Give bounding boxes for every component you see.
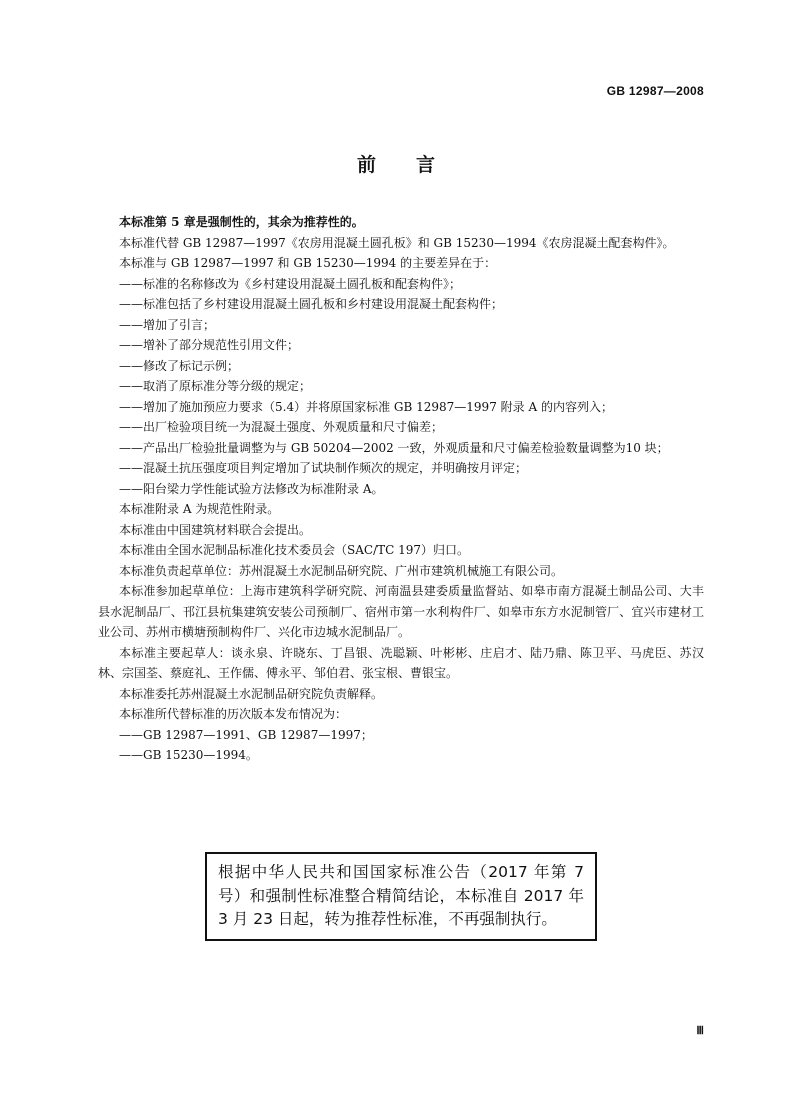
paragraph: 本标准主要起草人：谈永泉、许晓东、丁昌银、冼聪颖、叶彬彬、庄启才、陆乃鼎、陈卫平、马虎臣、苏汉林、宗国荃、蔡庭礼、王作儒、傅永平、邹伯君、张宝根、曹银宝。 [98,645,704,680]
list-item: ——增补了部分规范性引用文件； [119,338,300,352]
list-item: ——取消了原标准分等分级的规定； [119,379,312,393]
document-body [98,212,704,766]
list-item: ——标准包括了乡村建设用混凝土圆孔板和乡村建设用混凝土配套构件； [119,297,504,311]
list-item: ——增加了引言； [119,317,216,332]
paragraph: 本标准附录 A 为规范性附录。 [119,502,280,516]
paragraph: 本标准由全国水泥制品标准化技术委员会（SAC/TC 197）归口。 [119,543,470,557]
list-item: ——增加了施加预应力要求（5.4）并将原国家标准 GB 12987—1997 附录 A 的内容列入； [119,399,613,414]
list-item: ——阳台梁力学性能试验方法修改为标准附录 A。 [119,481,384,496]
paragraph: 本标准所代替标准的历次版本发布情况为： [119,707,348,721]
paragraph: 本标准与 GB 12987—1997 和 GB 15230—1994 的主要差异在于： [119,256,497,270]
list-item: ——出厂检验项目统一为混凝土强度、外观质量和尺寸偏差； [119,420,444,434]
list-item: ——混凝土抗压强度项目判定增加了试块制作频次的规定，并明确按月评定； [119,461,528,475]
page-title: 前言 [356,154,475,176]
paragraph: 本标准由中国建筑材料联合会提出。 [119,522,312,537]
paragraph: 本标准参加起草单位：上海市建筑科学研究院、河南温县建委质量监督站、如皋市南方混凝土制品公司、大丰县水泥制品厂、邗江县杭集建筑安装公司预制厂、宿州市第一水利构件厂、如皋市东方水泥制管厂、宜兴市建材工业公司、苏州市横塘预制构件厂、兴化市边城水泥制品厂。 [98,584,704,639]
paragraph: 本标准代替 GB 12987—1997《农房用混凝土圆孔板》和 GB 15230—1994《农房混凝土配套构件》。 [119,235,675,250]
paragraph: 本标准委托苏州混凝土水泥制品研究院负责解释。 [119,686,384,701]
list-item: ——GB 12987—1991、GB 12987—1997； [119,727,373,742]
list-item: ——修改了标记示例； [119,358,240,373]
list-item: ——标准的名称修改为《乡村建设用混凝土圆孔板和配套构件》； [119,276,462,291]
standard-code: GB 12987—2008 [606,84,704,98]
paragraph: 本标准负责起草单位：苏州混凝土水泥制品研究院、广州市建筑机械施工有限公司。 [119,563,564,578]
page-number: Ⅲ [696,1025,704,1037]
list-item: ——GB 15230—1994。 [119,748,258,762]
list-item: ——产品出厂检验批量调整为与 GB 50204—2002 一致，外观质量和尺寸偏差检验数量调整为10 块； [119,440,669,455]
paragraph: 本标准第 5 章是强制性的，其余为推荐性的。 [119,215,364,229]
notice-box: 根据中华人民共和国国家标准公告（2017 年第 7 号）和强制性标准整合精简结论，本标准自 2017 年 3 月 23 日起，转为推荐性标准，不再强制执行。 [205,852,597,941]
